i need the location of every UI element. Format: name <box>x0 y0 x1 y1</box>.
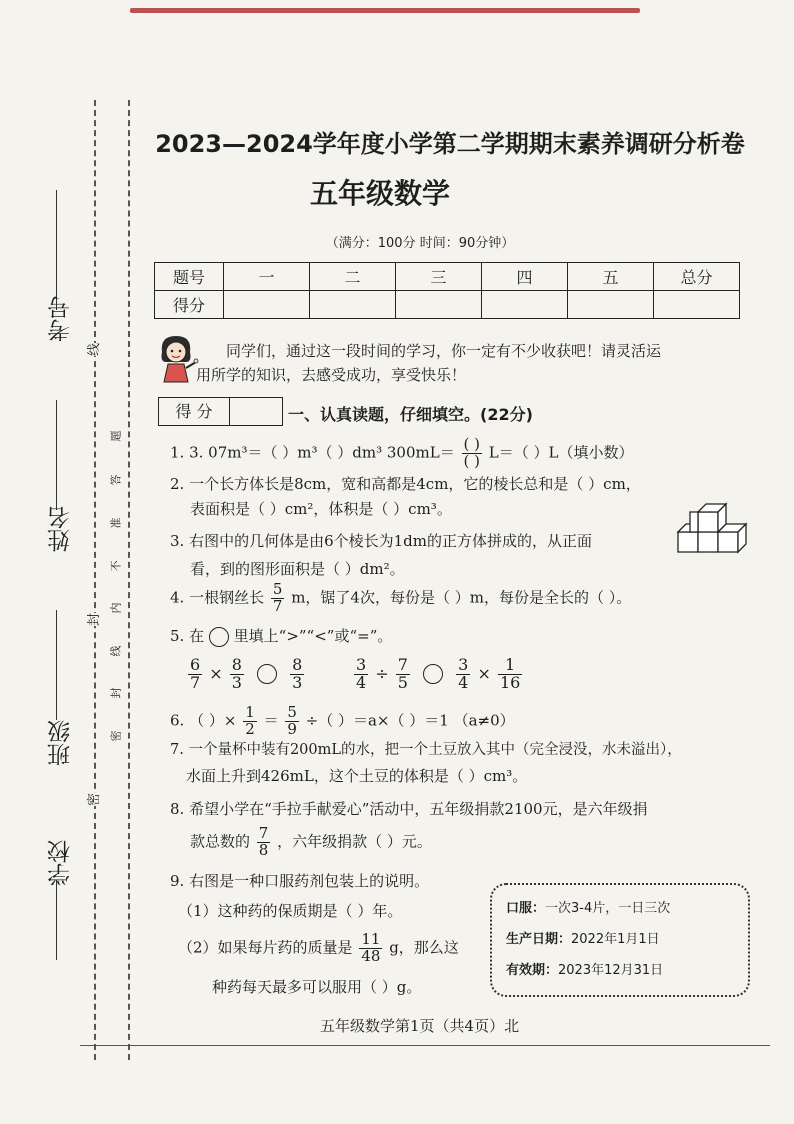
frac-numerator: 1 <box>245 703 255 721</box>
frac-numerator: 5 <box>287 703 297 721</box>
frac-numerator: 7 <box>397 655 408 674</box>
frac-denominator: 48 <box>361 946 381 965</box>
compare-circle-icon <box>209 627 229 647</box>
question-2-line-1: 2. 一个长方体长是8cm，宽和高都是4cm，它的棱长总和是（ ）cm， <box>170 475 641 493</box>
score-entry-cell[interactable] <box>310 291 396 319</box>
question-3-line-1: 3. 右图中的几何体是由6个棱长为1dm的正方体拼成的，从正面 <box>170 532 592 550</box>
warn-char: 题 <box>109 430 123 442</box>
frac-denominator: 4 <box>356 672 367 692</box>
score-entry-cell[interactable] <box>482 291 568 319</box>
expiry-label: 有效期： <box>506 963 559 978</box>
page-footer: 五年级数学第1页（共4页）北 <box>320 1017 520 1035</box>
q4-part-b: m，锯了4次，每份是（ ）m，每份是全长的（ ）。 <box>291 588 632 607</box>
score-cell: 五 <box>568 263 654 291</box>
q5-text-a: 5. 在 <box>170 627 205 645</box>
q6-part-a: 6. （ ）× <box>170 711 237 730</box>
frac-numerator: 6 <box>190 655 201 674</box>
warn-char: 答 <box>109 474 123 486</box>
banji-line <box>56 610 57 720</box>
q4-frac-numerator: 5 <box>272 580 283 598</box>
expiry-line <box>506 959 663 978</box>
warn-char: 线 <box>109 645 123 657</box>
score-cell: 一 <box>224 263 310 291</box>
production-date-value: 2022年1月1日 <box>571 932 660 947</box>
q1-fraction-numerator: ( ) <box>463 435 480 453</box>
q8-part-a: 款总数的 <box>190 832 251 851</box>
frac-numerator: 1 <box>498 657 522 675</box>
cut-line-inner <box>128 100 130 1060</box>
banji-label: 班级 <box>48 720 74 766</box>
warn-char: 内 <box>109 602 123 614</box>
q5-expression-1 <box>186 657 306 692</box>
q4-fraction <box>271 582 285 615</box>
xingming-label: 姓名 <box>48 506 74 552</box>
operator: × <box>209 663 223 683</box>
score-cell: 得分 <box>155 291 224 319</box>
question-4 <box>170 582 631 615</box>
frac-numerator: 3 <box>356 655 367 674</box>
question-5 <box>170 625 392 647</box>
operator: × <box>477 663 491 683</box>
warn-char: 封 <box>109 687 123 699</box>
q1-fraction-denominator: ( ) <box>463 451 480 470</box>
question-2-line-2: 表面积是（ ）cm²，体积是（ ）cm³。 <box>190 500 452 518</box>
q5-expression-2 <box>352 657 524 692</box>
score-cell: 四 <box>482 263 568 291</box>
frac-denominator: 16 <box>499 672 521 692</box>
score-cell: 题号 <box>155 263 224 291</box>
frac-denominator: 5 <box>397 672 408 692</box>
q9-part-a: （2）如果每片药的质量是 <box>178 938 353 957</box>
frac-denominator: 7 <box>190 672 201 692</box>
exam-title: 2023—2024学年度小学第二学期期末素养调研分析卷 <box>155 130 745 158</box>
section-score-entry[interactable] <box>230 398 282 425</box>
warn-char: 准 <box>109 517 123 529</box>
score-table-header-row <box>155 263 740 291</box>
frac-numerator: 7 <box>258 824 269 842</box>
kaohao-line <box>56 190 57 310</box>
question-9-sub2 <box>178 932 459 965</box>
q1-part-c: L＝（ ）L（填小数） <box>488 443 634 462</box>
frac-denominator: 2 <box>245 719 255 738</box>
production-date-line <box>506 928 660 947</box>
score-entry-cell[interactable] <box>568 291 654 319</box>
seal-char-mi: 密 <box>83 793 102 806</box>
q4-part-a: 4. 一根钢丝长 <box>170 588 265 607</box>
top-border-band <box>130 8 640 13</box>
question-3-line-2: 看，到的图形面积是（ ）dm²。 <box>190 560 405 578</box>
footer-rule <box>80 1045 770 1046</box>
q8-part-b: ，六年级捐款（ ）元。 <box>277 832 432 851</box>
q6-part-b: ＝ <box>263 711 279 730</box>
score-entry-cell[interactable] <box>654 291 740 319</box>
production-date-label: 生产日期： <box>506 932 572 947</box>
exam-subtitle: 五年级数学 <box>309 177 450 210</box>
score-cell: 三 <box>396 263 482 291</box>
q1-part-a: 1. 3. 07m³＝（ ）m³（ ）dm³ <box>170 443 383 462</box>
frac-denominator: 3 <box>292 672 303 692</box>
warn-char: 不 <box>109 560 123 572</box>
frac-numerator: 8 <box>231 655 242 674</box>
frac-numerator: 3 <box>458 655 469 674</box>
dosage-label: 口服： <box>506 901 546 916</box>
q9-part-b: g，那么这 <box>389 938 459 957</box>
score-cell: 二 <box>310 263 396 291</box>
frac-numerator: 8 <box>292 655 303 674</box>
answer-circle[interactable] <box>257 664 277 684</box>
operator: ÷ <box>375 663 389 683</box>
frac-denominator: 4 <box>458 672 469 692</box>
question-1 <box>170 437 633 470</box>
seal-char-xian: 线 <box>83 343 102 356</box>
frac-numerator: 11 <box>361 930 381 948</box>
score-time-info: （满分：100分 时间：90分钟） <box>325 236 515 251</box>
seal-char-feng: 封 <box>83 613 102 626</box>
question-6 <box>170 705 515 738</box>
score-table <box>154 262 740 319</box>
score-entry-cell[interactable] <box>396 291 482 319</box>
section-score-box <box>158 397 283 426</box>
question-9-intro: 9. 右图是一种口服药剂包装上的说明。 <box>170 872 430 890</box>
q5-text-b: 里填上“>”“<”或“=”。 <box>233 627 393 645</box>
warn-char: 密 <box>109 730 123 742</box>
cartoon-girl-icon <box>152 332 200 384</box>
cube-figure-icon <box>676 498 748 554</box>
question-8-line-1: 8. 希望小学在“手拉手献爱心”活动中，五年级捐款2100元，是六年级捐 <box>170 800 648 818</box>
q1-part-b: 300mL＝ <box>386 443 455 462</box>
dosage-value: 一次3-4片，一日三次 <box>545 901 671 916</box>
q6-part-c: ÷（ ）＝a×（ ）＝1 （a≠0） <box>305 711 515 730</box>
section-score-label: 得 分 <box>159 398 230 425</box>
xuexiao-line <box>56 880 57 960</box>
cut-line-outer <box>94 100 96 1060</box>
q1-fraction-blank[interactable] <box>462 437 482 470</box>
score-entry-cell[interactable] <box>224 291 310 319</box>
intro-line-1: 同学们，通过这一段时间的学习，你一定有不少收获吧！请灵活运 <box>226 342 662 360</box>
question-9-sub1: （1）这种药的保质期是（ ）年。 <box>178 902 403 920</box>
frac-denominator: 8 <box>258 840 269 859</box>
question-7-line-1: 7. 一个量杯中装有200mL的水，把一个土豆放入其中（完全浸没，水未溢出）， <box>170 742 682 758</box>
answer-circle[interactable] <box>423 664 443 684</box>
binding-margin <box>0 0 160 1124</box>
xingming-line <box>56 400 57 510</box>
frac-denominator: 3 <box>231 672 242 692</box>
dosage-line <box>506 897 670 916</box>
frac-denominator: 9 <box>287 719 297 738</box>
medicine-label-box <box>490 883 750 997</box>
score-cell: 总分 <box>654 263 740 291</box>
score-table-score-row <box>155 291 740 319</box>
xuexiao-label: 学校 <box>48 840 74 886</box>
question-8-line-2 <box>190 826 432 859</box>
intro-line-2: 用所学的知识，去感受成功，享受快乐！ <box>196 366 467 384</box>
question-9-sub3: 种药每天最多可以服用（ ）g。 <box>212 978 422 996</box>
q4-frac-denominator: 7 <box>272 596 283 615</box>
expiry-value: 2023年12月31日 <box>558 963 664 978</box>
section-title: 一、认真读题，仔细填空。(22分) <box>288 405 533 424</box>
kaohao-label: 考号 <box>48 296 74 342</box>
question-7-line-2: 水面上升到426mL，这个土豆的体积是（ ）cm³。 <box>186 767 528 785</box>
